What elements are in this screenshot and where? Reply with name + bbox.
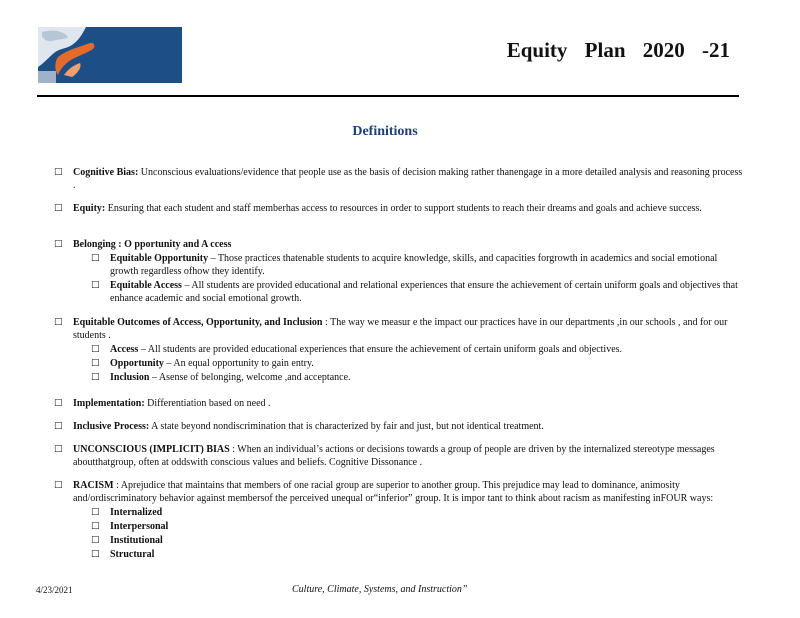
sub-definition-text: – Asense of belonging, welcome ,and acceptance. (149, 372, 351, 383)
sub-definition-term: Access (110, 344, 139, 355)
square-bullet-icon: □ (91, 549, 100, 559)
footer-date: 4/23/2021 (36, 585, 73, 595)
sub-definition-term: Equitable Opportunity (110, 253, 209, 264)
square-bullet-icon: □ (54, 398, 63, 408)
sub-definition-internalized (73, 506, 745, 519)
square-bullet-icon: □ (91, 535, 100, 545)
square-bullet-icon: □ (91, 344, 100, 354)
definition-term: RACISM (73, 480, 114, 491)
sub-definition-inclusion (73, 371, 745, 384)
definition-term: Inclusive Process: (73, 421, 150, 432)
sub-definition-term: Internalized (110, 507, 163, 518)
document-title: Equity Plan 2020 -21 (506, 38, 730, 62)
sub-definition-term: Institutional (110, 535, 163, 546)
sub-definition-text: – Those practices thatenable students to acquire knowledge, skills, and capacities forgrowth in academics and social emotional growth regardless ofhow they identify. (110, 253, 718, 277)
square-bullet-icon: □ (54, 480, 63, 490)
definition-implementation (54, 397, 745, 410)
definition-equitable-outcomes (54, 316, 745, 384)
definition-unconscious-bias (54, 443, 745, 469)
sub-definition-structural (73, 548, 745, 561)
sub-definition-opportunity (73, 357, 745, 370)
definition-belonging (54, 238, 745, 305)
square-bullet-icon: □ (91, 507, 100, 517)
definition-text: : Aprejudice that maintains that members of one racial group are superior to another group. This prejudice may lead to dominance, animosity and/ordiscriminatory behavior against membersof the perceived unequal or“inferior” group. It is impor tant to think about racism as manifesting inFOUR ways: (73, 480, 714, 504)
definition-term: UNCONSCIOUS (IMPLICIT) BIAS (73, 444, 230, 455)
square-bullet-icon: □ (54, 239, 63, 249)
definition-text: A state beyond nondiscrimination that is characterized by fair and just, but not identical treatment. (149, 421, 544, 432)
definition-term: Implementation: (73, 398, 145, 409)
sub-definition-term: Equitable Access (110, 280, 182, 291)
sub-definition-text: – All students are provided educational and relational experiences that ensure the achievement of certain uniform goals and objectives that enhance academic and social emotional growth. (110, 280, 738, 304)
definition-inclusive-process (54, 420, 745, 433)
square-bullet-icon: □ (54, 203, 63, 213)
definition-text: : When an individual’s actions or decisions towards a group of people are driven by the internalized stereotype messages aboutthatgroup, often at oddswith conscious values and beliefs. Cognitive Dissonance . (73, 444, 715, 468)
sub-definition-term: Inclusion (110, 372, 150, 383)
definition-term: Cognitive Bias: (73, 167, 139, 178)
definition-term: Belonging : O pportunity and A ccess (73, 239, 232, 250)
definition-text: Ensuring that each student and staff memberhas access to resources in order to support students to reach their dreams and goals and achieve success. (105, 203, 702, 214)
definition-racism (54, 479, 745, 561)
definition-cognitive-bias (54, 166, 745, 192)
definition-text: : The way we measur e the impact our practices have in our departments ,in our schools , and for our students . (73, 317, 728, 341)
definition-term: Equitable Outcomes of Access, Opportunity, and Inclusion (73, 317, 323, 328)
sub-definition-institutional (73, 534, 745, 547)
sub-definition-equitable-opportunity (73, 252, 745, 278)
sub-definition-access (73, 343, 745, 356)
sub-definition-term: Structural (110, 549, 155, 560)
footer-caption: Culture, Climate, Systems, and Instruction” (292, 584, 468, 595)
sub-definition-text: – An equal opportunity to gain entry. (163, 358, 314, 369)
sub-definition-text: – All students are provided educational experiences that ensure the achievement of certain uniform goals and objectives. (138, 344, 623, 355)
square-bullet-icon: □ (54, 421, 63, 431)
sub-definition-term: Interpersonal (110, 521, 169, 532)
square-bullet-icon: □ (91, 280, 100, 290)
sub-definition-interpersonal (73, 520, 745, 533)
sub-definition-equitable-access (73, 279, 745, 305)
definition-text: Differentiation based on need . (144, 398, 271, 409)
square-bullet-icon: □ (54, 317, 63, 327)
square-bullet-icon: □ (91, 253, 100, 263)
square-bullet-icon: □ (91, 358, 100, 368)
square-bullet-icon: □ (54, 444, 63, 454)
definitions-heading: Definitions (352, 124, 418, 139)
square-bullet-icon: □ (91, 372, 100, 382)
definition-equity (54, 202, 745, 215)
sub-definition-term: Opportunity (110, 358, 164, 369)
square-bullet-icon: □ (91, 521, 100, 531)
definition-text: Unconscious evaluations/evidence that people use as the basis of decision making rather thanengage in a more detailed analysis and reasoning process . (73, 167, 743, 191)
square-bullet-icon: □ (54, 167, 63, 177)
definition-term: Equity: (73, 203, 106, 214)
